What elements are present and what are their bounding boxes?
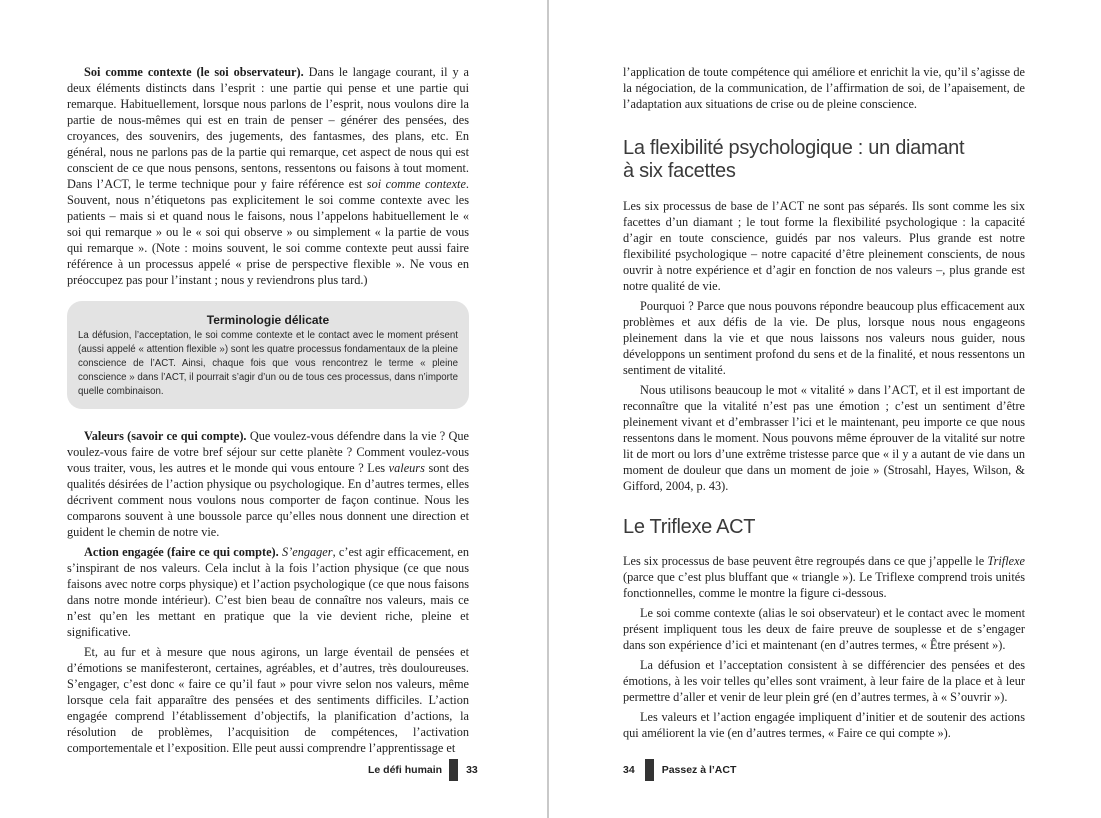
- paragraph-lead: Valeurs (savoir ce qui compte).: [84, 429, 247, 443]
- paragraph-body: La défusion et l’acceptation consistent à se différencier des pensées et des émotions, à les voir telles qu’elles sont vraiment, à leur faire de la place et à leur permettre d’aller et venir de leur plein gré (en d’autres termes, à « S’ouvrir »).: [623, 658, 1025, 704]
- paragraph-lead: Action engagée (faire ce qui compte).: [84, 545, 279, 559]
- running-footer-left: [368, 759, 478, 781]
- running-title: Passez à l’ACT: [661, 764, 737, 776]
- paragraph-body: Et, au fur et à mesure que nous agirons, un large éventail de pensées et d’émotions se manifesteront, certaines, agréables, et d’autres, très douloureuses. S’engager, c’est donc « faire ce qu’il faut » pour vivre selon nos valeurs, même lorsque cela fait apparaître des pensées et des sentiments difficiles. L’action engagée comprend l’établissement d’objectifs, la planification d’actions, la résolution de problèmes, l’acquisition de compétences, l’activation comportementale et l’exposition. Elle peut aussi comprendre l’apprentissage et: [67, 645, 469, 755]
- right-page: [549, 0, 1101, 818]
- paragraph-body: Les valeurs et l’action engagée impliquent d’initier et de soutenir des actions qui améliorent la vie (en d’autres termes, « Faire ce qui compte »).: [623, 710, 1025, 740]
- paragraph-body: Les six processus de base de l’ACT ne sont pas séparés. Ils sont comme les six facettes d’un diamant ; le tout forme la flexibilité psychologique : la capacité d’agir en toute conscience, guidés par nos valeurs. Plus grande est notre flexibilité psychologique – notre capacité d’être pleinement conscients, de nous ouvrir à notre expérience et d’agir en fonction de nos valeurs –, plus grande est notre qualité de vie.: [623, 199, 1025, 293]
- paragraph-values: Valeurs (savoir ce qui compte). Que voulez-vous défendre dans la vie ? Que voulez-vous faire de votre bref séjour sur cette planète ? Comment voulez-vous vous traiter, vous, les autres et le monde qui vous entoure ? Les valeurs sont des qualités désirées de l’action physique ou psychologique. En d’autres termes, elles décrivent comment nous voulons nous comporter de façon continue. Nous les comparons souvent à une boussole parce qu’elles nous donnent une direction et guident le chemin de notre vie.: [67, 429, 469, 539]
- callout-text: La défusion, l’acceptation, le soi comme contexte et le contact avec le moment présent (aussi appelé « attention flexible ») sont les quatre processus fondamentaux de la pleine conscience de l’ACT. Ainsi, chaque fois que vous rencontrez le terme « pleine conscience » dans l’ACT, il pourrait s’agir d’un ou de tous ces processus, dans n’importe quelle combinaison.: [78, 330, 458, 397]
- paragraph-body: l’application de toute compétence qui améliore et enrichit la vie, qu’il s’agisse de la négociation, de la communication, de l’affirmation de soi, de l’apaisement, de l’adaptation aux situations de crise ou de pleine conscience.: [623, 65, 1025, 111]
- italic-term: Triflexe: [987, 554, 1025, 568]
- paragraph-body: Le soi comme contexte (alias le soi observateur) et le contact avec le moment présent impliquent tous les deux de faire preuve de souplesse et de s’engager dans son expérience d’ici et maintenant (en d’autres termes, « Être présent »).: [623, 606, 1025, 652]
- paragraph-body: Nous utilisons beaucoup le mot « vitalité » dans l’ACT, et il est important de reconnaître que la vitalité n’est pas une émotion ; c’est un sentiment d’être pleinement vivant et d’embrasser l’ici et le maintenant, peu importe ce que nous ressentons dans le moment. Nous pouvons même éprouver de la vitalité sur notre lit de mort ou lors d’une extrême tristesse parce que « il y a autant de vie dans un moment de douleur que dans un moment de joie » (Strosahl, Hayes, Wilson, & Gifford, 2004, p. 43).: [623, 383, 1025, 493]
- footer-bar: [645, 759, 654, 781]
- italic-term: S’engager: [282, 545, 333, 559]
- callout-title: Terminologie délicate: [206, 313, 330, 327]
- footer-bar: [449, 759, 458, 781]
- paragraph-self-as-context: Soi comme contexte (le soi observateur). Dans le langage courant, il y a deux éléments distincts dans l’esprit : une partie qui pense et une partie qui remarque. Habituellement, lorsque nous parlons de l’esprit, nous voulons dire la partie de nous-mêmes qui est en train de penser – générer des pensées, des croyances, des souvenirs, des jugements, des fantasmes, des plans, etc. En général, nous ne parlons pas de la partie qui remarque, cet aspect de nous qui est conscient de ce que nous pensons, sentons, ressentons ou faisons à tout moment. Dans l’ACT, le terme technique pour y faire référence est soi comme contexte. Souvent, nous n’étiquetons pas explicitement le soi comme contexte avec les patients – mais si et quand nous le faisons, nous l’appelons habituellement le « soi qui remarque » ou le « soi qui observe » ou simplement « la partie de vous qui remarque ». (Note : moins souvent, le soi comme contexte peut aussi faire référence à un processus appelé « prise de perspective flexible ». Ne vous en préoccupez pas pour l’instant ; nous y reviendrons plus tard.): [67, 65, 469, 287]
- left-column-bottom: [67, 428, 469, 756]
- italic-term: soi comme contexte: [366, 177, 466, 191]
- right-column: [623, 64, 1025, 741]
- left-page: [0, 0, 547, 818]
- callout-box: [67, 301, 469, 409]
- left-column-top: [67, 64, 469, 288]
- paragraph-committed-action: Action engagée (faire ce qui compte). S’engager, c’est agir efficacement, en s’inspirant de nos valeurs. Cela inclut à la fois l’action physique (ce que nous faisons avec notre corps physique) et l’action psychologique (ce que nous faisons dans notre monde intérieur). C’est bien beau de connaître nos valeurs, mais ce n’est qu’en les mettant en pratique que la vie devient riche, pleine et significative.: [67, 545, 469, 639]
- page-number: 33: [466, 764, 478, 776]
- section-heading: La flexibilité psychologique : un diamant à six facettes: [623, 137, 965, 182]
- paragraph-body: Pourquoi ? Parce que nous pouvons répondre beaucoup plus efficacement aux problèmes et aux défis de la vie. De plus, lorsque nous nous engageons pleinement dans la vie et que nous laissons nos valeurs nous guider, nous développons un sentiment profond du sens et de la finalité, et nous ressentons un sentiment de vitalité.: [623, 299, 1025, 377]
- page-number: 34: [623, 764, 635, 776]
- paragraph-body: Les six processus de base peuvent être regroupés dans ce que j’appelle le Triflexe (parce que c’est plus bluffant que « triangle »). Le Triflexe comprend trois unités fonctionnelles, comme le montre la figure ci-dessous.: [623, 554, 1025, 600]
- section-heading: Le Triflexe ACT: [623, 516, 756, 538]
- running-title: Le défi humain: [368, 764, 443, 776]
- italic-term: valeurs: [388, 461, 425, 475]
- paragraph-lead: Soi comme contexte (le soi observateur).: [84, 65, 304, 79]
- running-footer-right: [623, 759, 736, 781]
